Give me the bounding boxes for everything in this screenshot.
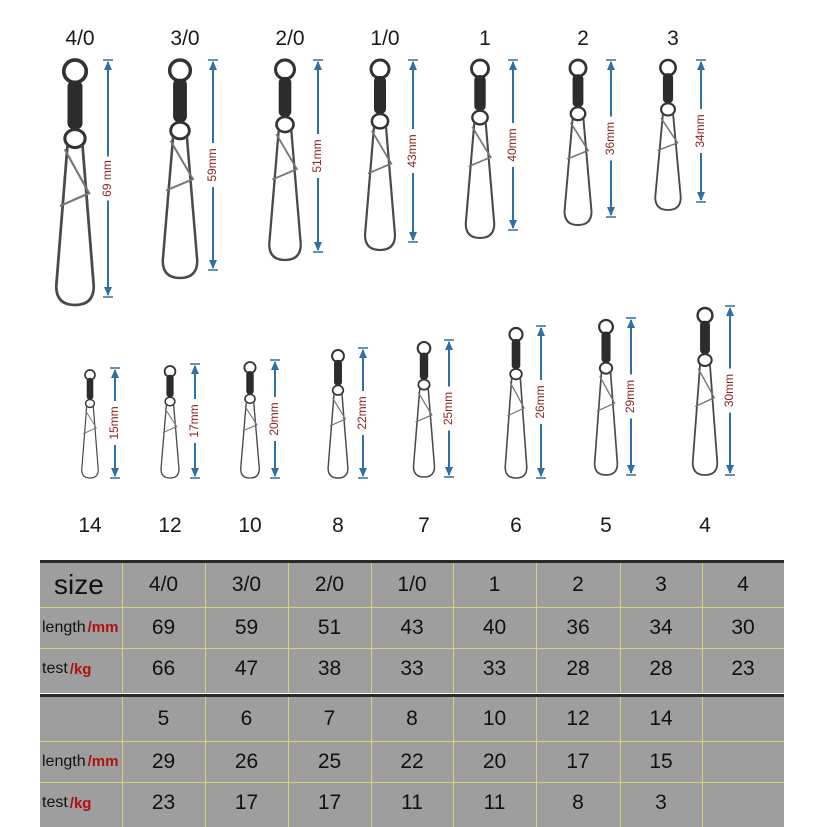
grid-line (122, 697, 123, 827)
grid-line (371, 563, 372, 693)
dimension-arrow-top-5 (603, 60, 618, 217)
dimension-label: 34mm (693, 114, 708, 148)
size-row (40, 563, 784, 607)
swivel-snap-small-0 (82, 370, 99, 478)
grid-line (453, 697, 454, 827)
dimension-label: 51mm (310, 139, 325, 173)
length-row-unit: /mm (87, 753, 119, 770)
table-cell: 11 (401, 791, 423, 814)
test-row (40, 782, 784, 824)
dimension-arrow-bottom-3 (355, 348, 370, 478)
dimension-arrow-bottom-7 (722, 306, 737, 475)
table-cell: 29 (151, 749, 176, 773)
table-cell (702, 697, 784, 741)
table-cell: 15 (649, 749, 673, 773)
table-cell: 3 (655, 573, 667, 596)
test-row-label: test (42, 660, 68, 677)
dimension-arrow-bottom-2 (267, 360, 282, 478)
dimension-arrow-top-3 (405, 60, 420, 242)
dimension-label: 36mm (603, 121, 618, 156)
table-cell: 23 (731, 657, 755, 680)
table-cell: 4 (737, 573, 749, 596)
grid-line (453, 563, 454, 693)
grid-line (288, 697, 289, 827)
grid-line (40, 648, 784, 649)
bottom-size-label: 5 (600, 514, 612, 537)
swivel-snap-1 (163, 60, 198, 278)
grid-line (205, 563, 206, 693)
swivel-snap-2 (269, 60, 301, 260)
length-row-header (40, 607, 124, 648)
swivel-snap-small-7 (693, 308, 718, 475)
dimension-arrow-top-2 (310, 60, 325, 252)
grid-line (702, 697, 703, 827)
top-size-label: 2/0 (275, 27, 305, 50)
dimension-arrow-bottom-4 (441, 340, 456, 477)
dimension-label: 69 mm (100, 160, 115, 197)
spec-table-top (40, 560, 784, 693)
swivel-snap-0 (56, 60, 94, 305)
grid-line (620, 697, 621, 827)
length-row (40, 741, 784, 782)
dimension-label: 17mm (187, 404, 202, 438)
bottom-size-label: 12 (158, 514, 182, 537)
table-cell: 26 (234, 749, 259, 773)
length-row (40, 607, 784, 648)
bottom-size-label: 14 (78, 514, 102, 537)
table-cell: 69 (151, 615, 176, 639)
table-cell: 23 (151, 791, 176, 814)
table-cell: 33 (482, 657, 507, 680)
swivel-snap-small-3 (328, 350, 348, 478)
test-row-unit: /kg (69, 660, 92, 678)
swivel-snap-6 (655, 60, 681, 210)
test-row-unit: /kg (69, 794, 92, 812)
table-cell: 11 (483, 791, 506, 814)
swivel-snap-small-1 (161, 366, 179, 478)
table-cell: 1/0 (397, 573, 427, 596)
table-cell: 40 (482, 615, 507, 639)
bottom-size-label: 4 (699, 514, 711, 537)
table-cell (702, 741, 784, 782)
bottom-size-label: 7 (418, 514, 430, 537)
top-size-label: 2 (577, 27, 589, 50)
table-cell: 51 (317, 615, 342, 639)
table-cell: 2/0 (314, 573, 345, 596)
top-size-label: 3 (667, 27, 679, 50)
swivel-snap-small-6 (595, 320, 618, 475)
dimension-arrow-top-0 (100, 60, 115, 297)
size-row (40, 697, 784, 741)
table-cell: 7 (323, 707, 336, 730)
table-cell: 28 (649, 657, 673, 680)
table-cell: 6 (240, 707, 253, 730)
test-row (40, 648, 784, 690)
top-size-label: 3/0 (170, 27, 200, 50)
table-cell (702, 782, 784, 824)
grid-line (702, 563, 703, 693)
test-row-header (40, 782, 124, 824)
dimension-label: 26mm (533, 385, 548, 419)
dimension-arrow-top-4 (505, 60, 520, 230)
grid-line (288, 563, 289, 693)
table-cell: 12 (566, 707, 590, 730)
table-cell: 59 (234, 615, 259, 639)
size-row-label: size (54, 569, 104, 600)
top-size-label: 1/0 (370, 27, 400, 50)
table-cell: 34 (649, 615, 673, 639)
swivel-snap-small-4 (414, 342, 435, 477)
dimension-label: 30mm (722, 373, 737, 408)
table-cell: 4/0 (148, 573, 179, 596)
table-cell: 8 (572, 791, 584, 814)
dimension-arrow-top-1 (205, 60, 220, 270)
table-cell: 33 (400, 657, 424, 680)
grid-line (620, 563, 621, 693)
table-cell: 3/0 (231, 573, 262, 596)
length-row-label: length (42, 618, 86, 636)
table-cell: 5 (157, 707, 170, 730)
dimension-arrow-bottom-0 (107, 368, 122, 478)
table-cell: 17 (234, 791, 259, 814)
grid-line (40, 607, 784, 608)
swivel-snap-3 (365, 60, 395, 250)
table-cell: 17 (317, 791, 342, 814)
grid-line (122, 563, 123, 693)
grid-line (536, 697, 537, 827)
bottom-size-label: 10 (238, 514, 262, 537)
length-row-header (40, 741, 124, 782)
table-cell: 14 (649, 707, 673, 730)
grid-line (536, 563, 537, 693)
table-cell: 43 (400, 615, 424, 639)
dimension-arrow-bottom-1 (187, 364, 202, 478)
table-cell: 47 (234, 657, 259, 680)
grid-line (40, 741, 784, 742)
dimension-arrow-bottom-5 (533, 326, 548, 478)
table-cell: 1 (488, 573, 501, 596)
length-row-label: length (42, 752, 86, 770)
table-cell: 2 (572, 573, 584, 596)
dimension-arrow-top-6 (693, 60, 708, 202)
swivel-snap-small-2 (241, 362, 260, 478)
table-cell: 28 (566, 657, 590, 680)
dimension-label: 40mm (505, 128, 520, 162)
spec-table-bottom (40, 694, 784, 827)
dimension-label: 29mm (623, 379, 638, 414)
table-cell: 3 (655, 791, 667, 814)
bottom-size-label: 6 (510, 514, 522, 537)
table-cell: 30 (731, 615, 755, 639)
swivel-snap-4 (466, 60, 495, 238)
dimension-label: 20mm (267, 402, 282, 436)
table-cell: 20 (482, 749, 507, 773)
swivel-snap-5 (565, 60, 592, 225)
test-row-label: test (42, 794, 68, 811)
dimension-label: 25mm (441, 391, 456, 426)
dimension-arrow-bottom-6 (623, 318, 638, 475)
table-cell: 10 (482, 707, 507, 730)
grid-line (371, 697, 372, 827)
table-cell: 8 (406, 707, 418, 730)
table-cell: 17 (566, 749, 590, 773)
grid-line (40, 782, 784, 783)
dimension-label: 43mm (405, 134, 420, 168)
dimension-label: 15mm (107, 406, 122, 440)
length-row-unit: /mm (87, 619, 119, 636)
table-cell: 36 (566, 615, 590, 639)
top-size-label: 4/0 (65, 27, 95, 50)
table-cell: 66 (151, 657, 176, 680)
bottom-size-label: 8 (332, 514, 344, 537)
swivel-snap-small-5 (505, 328, 527, 478)
test-row-header (40, 648, 124, 690)
table-cell: 25 (317, 749, 342, 773)
dimension-label: 59mm (205, 148, 220, 182)
top-size-label: 1 (479, 27, 491, 50)
table-cell: 22 (400, 749, 424, 773)
dimension-label: 22mm (355, 396, 370, 430)
table-cell: 38 (317, 657, 342, 680)
grid-line (205, 697, 206, 827)
